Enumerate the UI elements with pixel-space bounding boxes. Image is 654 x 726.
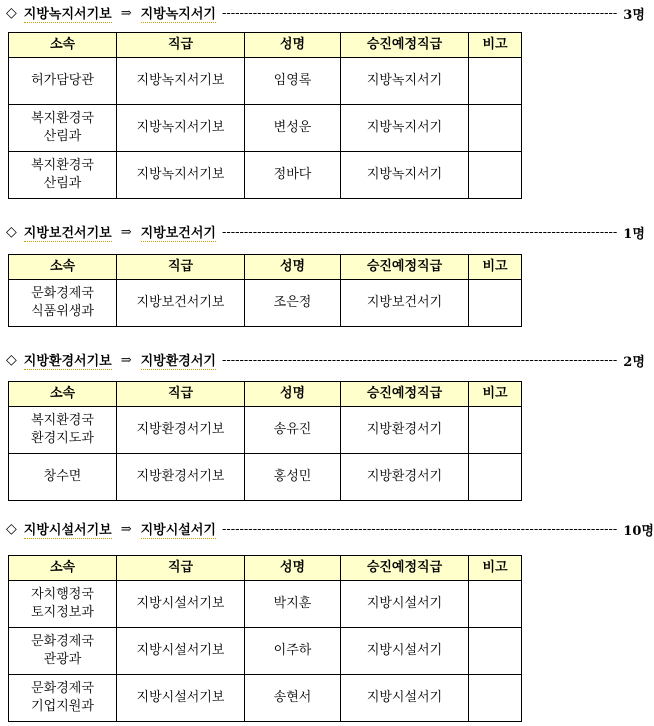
name-cell: 송현서: [245, 675, 341, 722]
table-row: [9, 454, 522, 501]
name-cell: 이주하: [245, 628, 341, 675]
column-header: 직급: [117, 33, 245, 58]
promotion-grade-cell: 지방녹지서기: [341, 105, 469, 152]
header-row: [9, 556, 522, 581]
dept-cell: 허가담당관: [9, 58, 117, 105]
grade-cell: 지방시설서기보: [117, 628, 245, 675]
header-row: [9, 382, 522, 407]
leader-dashes: ------------------------------------------------------------------------------------------: [221, 352, 618, 368]
grade-cell: 지방환경서기보: [117, 454, 245, 501]
target-grade: 지방보건서기: [141, 222, 216, 242]
column-header: 직급: [117, 255, 245, 280]
note-cell: [469, 280, 522, 327]
arrow-icon: ⇒: [120, 521, 132, 537]
column-header: 소속: [9, 556, 117, 581]
section-heading: [6, 518, 654, 540]
current-grade: 지방녹지서기보: [24, 3, 112, 23]
table-row: [9, 581, 522, 628]
promotion-table: [8, 555, 522, 722]
promotion-grade-cell: 지방환경서기: [341, 454, 469, 501]
arrow-icon: ⇒: [120, 5, 132, 21]
grade-cell: 지방녹지서기보: [117, 152, 245, 199]
grade-cell: 지방환경서기보: [117, 407, 245, 454]
dept-cell: 문화경제국 기업지원과: [9, 675, 117, 722]
promotion-table: [8, 254, 522, 327]
column-header: 승진예정직급: [341, 382, 469, 407]
arrow-icon: ⇒: [120, 224, 132, 240]
column-header: 성명: [245, 255, 341, 280]
promotion-count: 1명: [623, 226, 645, 242]
column-header: 비고: [469, 382, 522, 407]
table-row: [9, 675, 522, 722]
target-grade: 지방환경서기: [141, 350, 216, 370]
promotion-table: [8, 381, 522, 501]
dept-cell: 복지환경국 산림과: [9, 105, 117, 152]
table-row: [9, 280, 522, 327]
column-header: 비고: [469, 556, 522, 581]
note-cell: [469, 105, 522, 152]
name-cell: 홍성민: [245, 454, 341, 501]
promotion-grade-cell: 지방녹지서기: [341, 152, 469, 199]
name-cell: 박지훈: [245, 581, 341, 628]
note-cell: [469, 581, 522, 628]
dept-cell: 창수면: [9, 454, 117, 501]
dept-cell: 복지환경국 산림과: [9, 152, 117, 199]
table-row: [9, 58, 522, 105]
table-row: [9, 407, 522, 454]
diamond-icon: ◇: [6, 5, 17, 21]
dept-cell: 문화경제국 식품위생과: [9, 280, 117, 327]
promotion-grade-cell: 지방녹지서기: [341, 58, 469, 105]
promotion-grade-cell: 지방보건서기: [341, 280, 469, 327]
promotion-grade-cell: 지방시설서기: [341, 581, 469, 628]
column-header: 비고: [469, 33, 522, 58]
column-header: 소속: [9, 255, 117, 280]
table-row: [9, 152, 522, 199]
column-header: 성명: [245, 382, 341, 407]
column-header: 성명: [245, 556, 341, 581]
current-grade: 지방환경서기보: [24, 350, 112, 370]
column-header: 직급: [117, 382, 245, 407]
note-cell: [469, 407, 522, 454]
header-row: [9, 255, 522, 280]
diamond-icon: ◇: [6, 224, 17, 240]
note-cell: [469, 58, 522, 105]
column-header: 승진예정직급: [341, 556, 469, 581]
promotion-grade-cell: 지방시설서기: [341, 675, 469, 722]
promotion-count: 10명: [623, 523, 654, 539]
column-header: 소속: [9, 382, 117, 407]
target-grade: 지방녹지서기: [141, 3, 216, 23]
grade-cell: 지방시설서기보: [117, 581, 245, 628]
dept-cell: 문화경제국 관광과: [9, 628, 117, 675]
leader-dashes: ------------------------------------------------------------------------------------------: [221, 5, 618, 21]
promotion-count: 3명: [623, 7, 645, 23]
note-cell: [469, 454, 522, 501]
name-cell: 정바다: [245, 152, 341, 199]
column-header: 비고: [469, 255, 522, 280]
dept-cell: 자치행정국 토지정보과: [9, 581, 117, 628]
promotion-table: [8, 32, 522, 199]
target-grade: 지방시설서기: [141, 519, 216, 539]
dept-cell: 복지환경국 환경지도과: [9, 407, 117, 454]
name-cell: 조은정: [245, 280, 341, 327]
column-header: 성명: [245, 33, 341, 58]
column-header: 직급: [117, 556, 245, 581]
table-row: [9, 628, 522, 675]
grade-cell: 지방시설서기보: [117, 675, 245, 722]
leader-dashes: ------------------------------------------------------------------------------------------: [221, 521, 618, 537]
current-grade: 지방시설서기보: [24, 519, 112, 539]
column-header: 소속: [9, 33, 117, 58]
section-heading: [6, 2, 645, 24]
table-row: [9, 105, 522, 152]
promotion-grade-cell: 지방시설서기: [341, 628, 469, 675]
diamond-icon: ◇: [6, 352, 17, 368]
name-cell: 송유진: [245, 407, 341, 454]
grade-cell: 지방보건서기보: [117, 280, 245, 327]
note-cell: [469, 628, 522, 675]
current-grade: 지방보건서기보: [24, 222, 112, 242]
header-row: [9, 33, 522, 58]
note-cell: [469, 152, 522, 199]
section-heading: [6, 221, 645, 243]
column-header: 승진예정직급: [341, 255, 469, 280]
grade-cell: 지방녹지서기보: [117, 58, 245, 105]
name-cell: 임영록: [245, 58, 341, 105]
grade-cell: 지방녹지서기보: [117, 105, 245, 152]
section-heading: [6, 349, 645, 371]
leader-dashes: ------------------------------------------------------------------------------------------: [221, 224, 618, 240]
promotion-grade-cell: 지방환경서기: [341, 407, 469, 454]
name-cell: 변성운: [245, 105, 341, 152]
diamond-icon: ◇: [6, 521, 17, 537]
note-cell: [469, 675, 522, 722]
promotion-count: 2명: [623, 354, 645, 370]
arrow-icon: ⇒: [120, 352, 132, 368]
column-header: 승진예정직급: [341, 33, 469, 58]
